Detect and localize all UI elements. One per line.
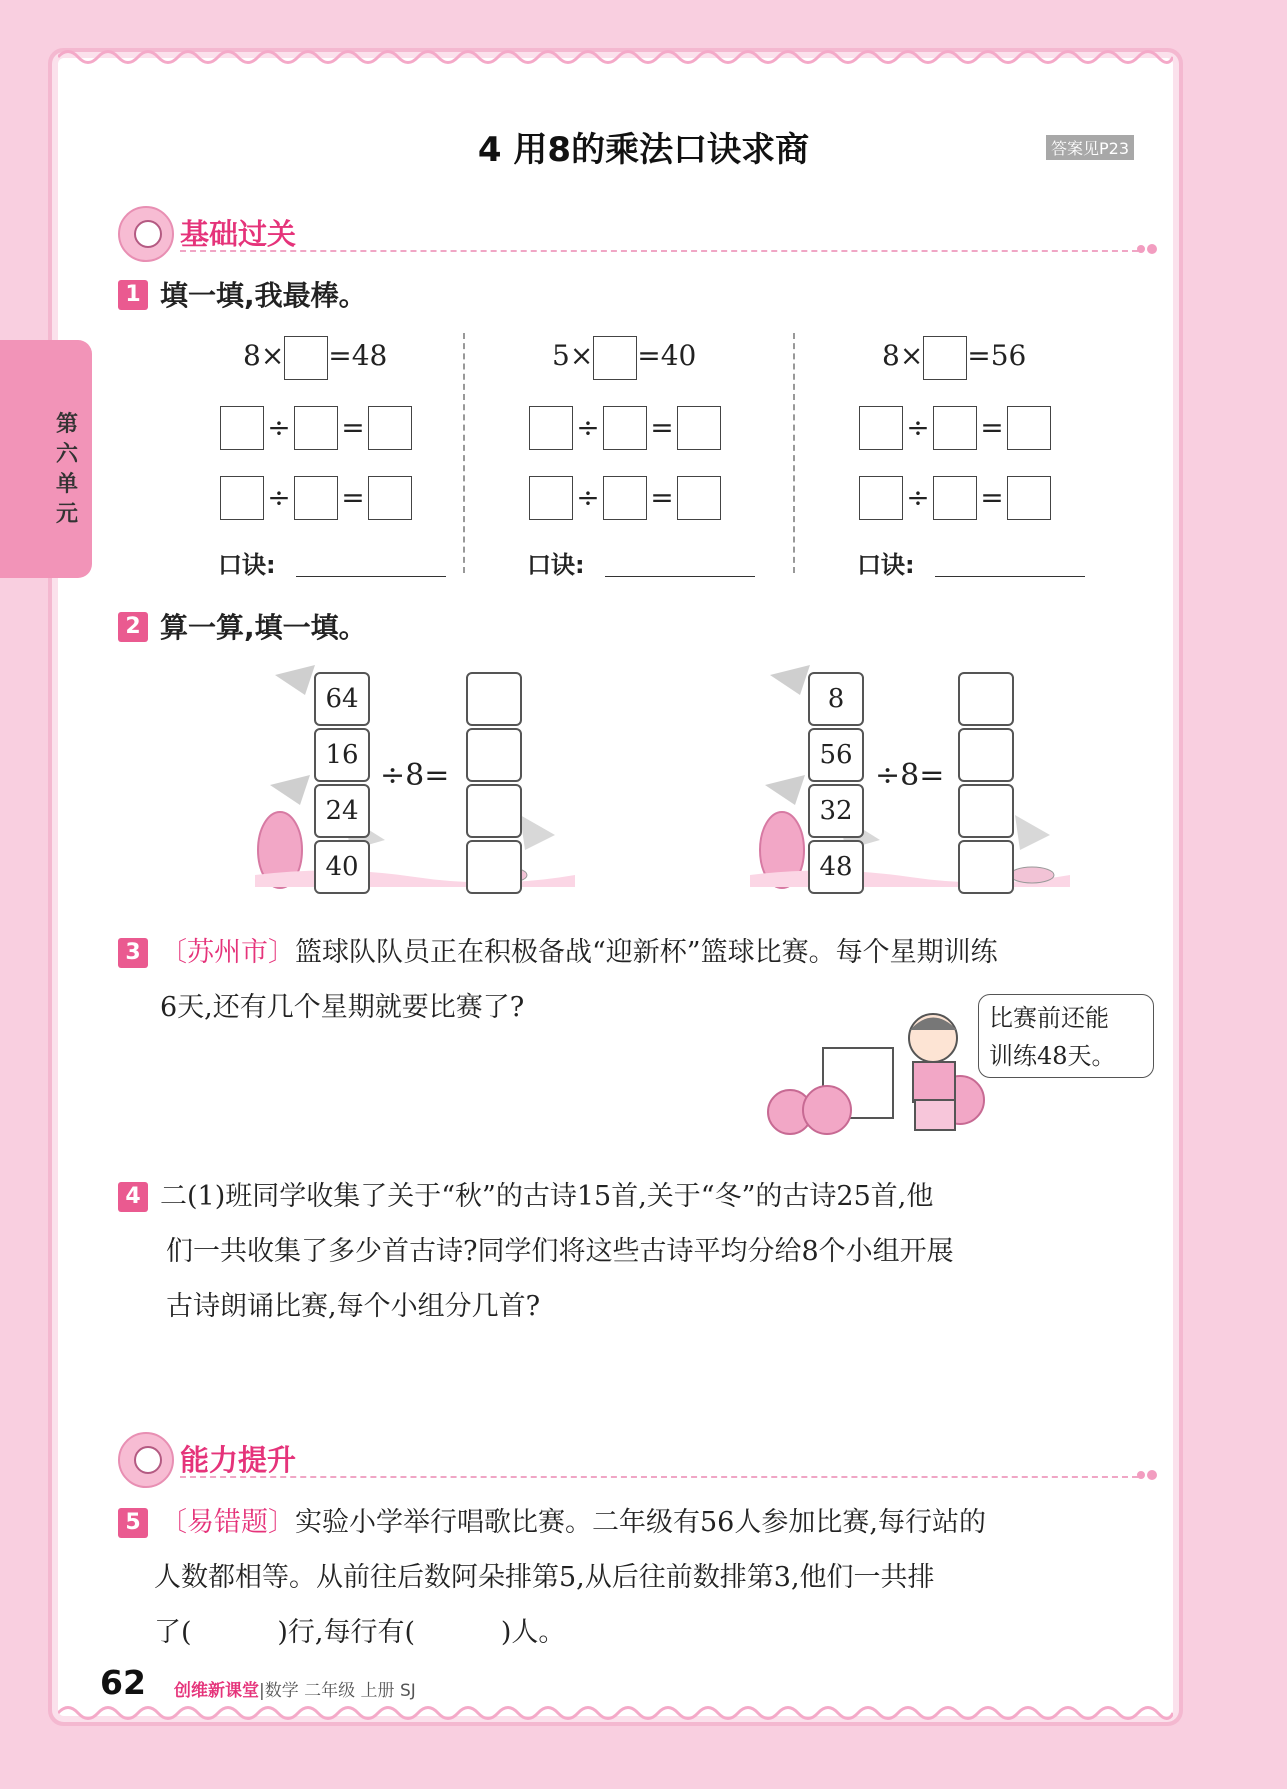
section-divider bbox=[180, 250, 1138, 252]
question-5-line-1: 〔易错题〕实验小学举行唱歌比赛。二年级有56人参加比赛,每行站的 bbox=[160, 1507, 986, 1538]
q1-equation-1: 8× =48 bbox=[243, 333, 387, 380]
mascot-icon bbox=[118, 206, 174, 262]
bamboo-number: 64 bbox=[314, 672, 370, 726]
bamboo-number: 56 bbox=[808, 728, 864, 782]
bamboo-number: 40 bbox=[314, 840, 370, 894]
top-wave-border bbox=[58, 46, 1173, 68]
answer-box[interactable] bbox=[466, 784, 522, 838]
bamboo-number: 8 bbox=[808, 672, 864, 726]
column-divider bbox=[463, 333, 465, 573]
answer-box[interactable] bbox=[368, 406, 412, 450]
answer-box[interactable] bbox=[859, 406, 903, 450]
answer-box[interactable] bbox=[529, 476, 573, 520]
answer-box[interactable] bbox=[284, 336, 328, 380]
q1-division-row: ÷ = bbox=[220, 473, 412, 521]
section-header-advanced bbox=[118, 1432, 1158, 1482]
answer-box[interactable] bbox=[958, 784, 1014, 838]
answer-box[interactable] bbox=[958, 728, 1014, 782]
answer-box[interactable] bbox=[294, 476, 338, 520]
answer-box[interactable] bbox=[859, 476, 903, 520]
answer-box[interactable] bbox=[1007, 476, 1051, 520]
answer-box[interactable] bbox=[958, 840, 1014, 894]
q1-equation-2: 5× =40 bbox=[552, 333, 696, 380]
bamboo-number: 48 bbox=[808, 840, 864, 894]
question-3-line-1: 〔苏州市〕篮球队队员正在积极备战“迎新杯”篮球比赛。每个星期训练 bbox=[160, 937, 998, 968]
divide-by-8-label: ÷8= bbox=[875, 758, 945, 793]
footer-info: 创维新课堂|数学 二年级 上册 SJ bbox=[174, 1681, 416, 1701]
page-number: 62 bbox=[100, 1663, 146, 1702]
bamboo-right bbox=[808, 672, 860, 896]
question-number-2: 2 bbox=[118, 612, 148, 642]
question-number-5: 5 bbox=[118, 1508, 148, 1538]
answer-box[interactable] bbox=[923, 336, 967, 380]
answer-box[interactable] bbox=[933, 406, 977, 450]
source-tag: 〔苏州市〕 bbox=[160, 937, 295, 968]
koujue-answer-line[interactable] bbox=[605, 576, 755, 577]
answer-box[interactable] bbox=[220, 406, 264, 450]
column-divider bbox=[793, 333, 795, 573]
bamboo-left bbox=[314, 672, 366, 896]
divide-by-8-label: ÷8= bbox=[380, 758, 450, 793]
question-2-text: 算一算,填一填。 bbox=[160, 611, 367, 644]
mascot-icon bbox=[118, 1432, 174, 1488]
bamboo-answer-left bbox=[466, 672, 518, 896]
boy-with-basketballs-illustration bbox=[765, 1000, 1000, 1135]
answer-box[interactable] bbox=[466, 728, 522, 782]
koujue-answer-line[interactable] bbox=[296, 576, 446, 577]
koujue-label: 口诀: bbox=[857, 551, 915, 579]
koujue-label: 口诀: bbox=[527, 551, 585, 579]
question-4-line-1: 二(1)班同学收集了关于“秋”的古诗15首,关于“冬”的古诗25首,他 bbox=[160, 1181, 934, 1212]
question-3-line-2: 6天,还有几个星期就要比赛了? bbox=[160, 992, 525, 1023]
answer-box[interactable] bbox=[466, 840, 522, 894]
answer-box[interactable] bbox=[603, 476, 647, 520]
unit-side-tab bbox=[0, 340, 92, 578]
answer-box[interactable] bbox=[294, 406, 338, 450]
answer-box[interactable] bbox=[603, 406, 647, 450]
answer-box[interactable] bbox=[529, 406, 573, 450]
koujue-answer-line[interactable] bbox=[935, 576, 1085, 577]
section-divider bbox=[180, 1476, 1138, 1478]
question-5-line-3[interactable]: 了( )行,每行有( )人。 bbox=[154, 1617, 566, 1648]
answer-box[interactable] bbox=[958, 672, 1014, 726]
koujue-label: 口诀: bbox=[218, 551, 276, 579]
answer-box[interactable] bbox=[368, 476, 412, 520]
bamboo-number: 32 bbox=[808, 784, 864, 838]
question-number-4: 4 bbox=[118, 1182, 148, 1212]
question-number-3: 3 bbox=[118, 938, 148, 968]
bottom-wave-border bbox=[58, 1702, 1173, 1724]
section-header-basic bbox=[118, 206, 1158, 256]
brand-name: 创维新课堂 bbox=[174, 1681, 259, 1701]
q1-division-row: ÷ = bbox=[220, 403, 412, 451]
answer-box[interactable] bbox=[677, 476, 721, 520]
speech-bubble: 比赛前还能 训练48天。 bbox=[978, 994, 1154, 1078]
section-title-advanced: 能力提升 bbox=[180, 1443, 297, 1477]
question-number-1: 1 bbox=[118, 280, 148, 310]
question-1-text: 填一填,我最棒。 bbox=[160, 279, 367, 312]
bamboo-answer-right bbox=[958, 672, 1010, 896]
answer-box[interactable] bbox=[933, 476, 977, 520]
q1-division-row: ÷ = bbox=[859, 473, 1051, 521]
dots-icon bbox=[1136, 242, 1158, 256]
dots-icon bbox=[1136, 1468, 1158, 1482]
difficulty-tag: 〔易错题〕 bbox=[160, 1507, 295, 1538]
page-title: 4 用8的乘法口诀求商 bbox=[477, 130, 810, 170]
unit-side-tab-label: 第六单元 bbox=[56, 412, 79, 527]
answer-box[interactable] bbox=[1007, 406, 1051, 450]
question-5-line-2: 人数都相等。从前往后数阿朵排第5,从后往前数排第3,他们一共排 bbox=[154, 1562, 935, 1593]
section-title-basic: 基础过关 bbox=[180, 217, 297, 251]
answer-box[interactable] bbox=[593, 336, 637, 380]
answer-box[interactable] bbox=[677, 406, 721, 450]
answer-box[interactable] bbox=[220, 476, 264, 520]
bamboo-number: 16 bbox=[314, 728, 370, 782]
bamboo-number: 24 bbox=[314, 784, 370, 838]
answer-reference-badge: 答案见P23 bbox=[1046, 135, 1134, 160]
q1-division-row: ÷ = bbox=[529, 473, 721, 521]
question-4-line-2: 们一共收集了多少首古诗?同学们将这些古诗平均分给8个小组开展 bbox=[166, 1236, 954, 1267]
q1-equation-3: 8× =56 bbox=[882, 333, 1026, 380]
q1-division-row: ÷ = bbox=[529, 403, 721, 451]
answer-box[interactable] bbox=[466, 672, 522, 726]
q1-division-row: ÷ = bbox=[859, 403, 1051, 451]
question-4-line-3: 古诗朗诵比赛,每个小组分几首? bbox=[166, 1291, 541, 1322]
